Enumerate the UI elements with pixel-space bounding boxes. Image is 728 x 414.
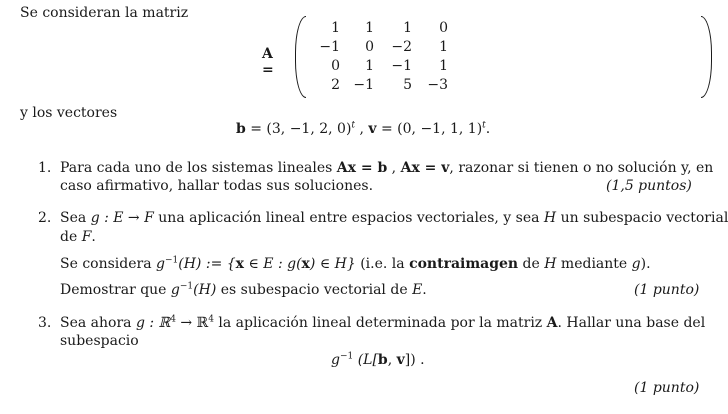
item-1-text-b: , razonar si tienen o no solución y, en (449, 160, 714, 176)
item-3-codomain: → ℝ (175, 315, 209, 331)
item-2-line2-text: de (60, 229, 82, 245)
item-3-text-c: . Hallar una base del (557, 315, 706, 331)
item-2-line4-sup: −1 (179, 281, 194, 292)
item-2-text-a: Sea (60, 210, 91, 226)
matrix-cell: 2 (331, 77, 340, 93)
item-2-line3-end: ). (640, 256, 651, 272)
item-3-formula-v: v (396, 352, 405, 368)
item-1-line1 (60, 160, 713, 176)
matrix-cell: 5 (403, 77, 412, 93)
item-3-formula-end: ]) . (404, 352, 425, 368)
matrix-cell: −2 (391, 39, 412, 55)
matrix-cell: 0 (365, 39, 374, 55)
matrix-cell: −1 (319, 39, 340, 55)
vector-v-name: v (368, 121, 377, 137)
matrix-cell: 1 (365, 20, 374, 36)
item-2-x2: x (301, 256, 310, 272)
item-3-line2: subespacio (60, 333, 139, 349)
item-1-equation-1: Ax = b (336, 160, 388, 176)
item-2-line2 (60, 229, 96, 245)
matrix-cell: 1 (331, 20, 340, 36)
matrix-cell: 0 (331, 58, 340, 74)
item-1-separator: , (387, 160, 401, 176)
item-3-formula-comma: , (387, 352, 397, 368)
vector-b-value: = (3, −1, 2, 0) (245, 121, 352, 137)
vector-end: . (485, 121, 491, 137)
item-2-line4 (60, 282, 427, 298)
item-2-line3-text-d: mediante (556, 256, 632, 272)
item-3-points: (1 punto) (634, 380, 700, 396)
item-2-line3-text-a: Se considera (60, 256, 157, 272)
item-2-set-close: ) ∈ H} (309, 256, 356, 272)
item-2-number: 2. (38, 210, 52, 226)
item-3-codomain-exp: 4 (208, 314, 214, 325)
item-2-text-b: una aplicación lineal entre espacios vectoriales, y sea (153, 210, 544, 226)
item-2-line4-end: . (422, 282, 427, 298)
item-2-E: E (412, 282, 423, 298)
left-parenthesis (295, 16, 306, 98)
item-3-formula-b: b (377, 352, 388, 368)
matrix-cell: −3 (427, 77, 448, 93)
item-3-formula-g: g (331, 352, 340, 368)
item-2-text-c: un subespacio vectorial (556, 210, 728, 226)
item-2-line3 (60, 256, 651, 272)
vectors-intro: y los vectores (20, 105, 118, 121)
matrix-cell: −1 (353, 77, 374, 93)
item-2-line3-text-b: (i.e. la (355, 256, 410, 272)
item-2-H2: H (544, 256, 557, 272)
item-3-number: 3. (38, 315, 52, 331)
item-3-formula-L: (L[ (353, 352, 378, 368)
item-3-A: A (546, 315, 558, 331)
item-1-text-a: Para cada uno de los sistemas lineales (60, 160, 337, 176)
matrix-cell: 1 (403, 20, 412, 36)
vector-b-transpose: t (351, 120, 356, 131)
item-1-points: (1,5 puntos) (606, 178, 692, 194)
item-2-line3-text-c: de (518, 256, 545, 272)
matrix-cell: 1 (439, 58, 448, 74)
vector-b-name: b (236, 121, 246, 137)
item-3-text-b: la aplicación lineal determinada por la matriz (213, 315, 547, 331)
right-parenthesis (701, 16, 712, 98)
item-2-set-mid: ∈ E : g( (244, 256, 302, 272)
item-2-inverse-sup: −1 (164, 255, 179, 266)
intro-text: Se consideran la matriz (20, 5, 189, 21)
matrix-cell: 1 (439, 39, 448, 55)
vector-separator: , (355, 121, 369, 137)
matrix-cell: 0 (439, 20, 448, 36)
vector-v-transpose: t (482, 120, 486, 131)
item-2-F: F (81, 229, 92, 245)
matrix-label: A = (262, 46, 274, 78)
item-2-line4-g: g (170, 282, 180, 298)
item-3-line1 (60, 315, 705, 331)
item-1-equation-2: Ax = v (400, 160, 450, 176)
item-2-x: x (235, 256, 245, 272)
item-3-formula (331, 352, 425, 368)
item-2-g: g (631, 256, 641, 272)
vectors-line (236, 121, 490, 137)
item-1-line2: caso afirmativo, hallar todas sus soluciones. (60, 178, 374, 194)
item-2-map: g : E → F (90, 210, 154, 226)
item-2-line4-text-a: Demostrar que (60, 282, 171, 298)
matrix-cell: 1 (365, 58, 374, 74)
matrix-grid (306, 19, 450, 95)
item-3-domain: g : ℝ (135, 315, 171, 331)
item-3-domain-exp: 4 (170, 314, 176, 325)
item-3-text-a: Sea ahora (60, 315, 136, 331)
item-2-line2-end: . (91, 229, 96, 245)
vector-v-value: = (0, −1, 1, 1) (376, 121, 483, 137)
item-2-line4-H: (H) (193, 282, 217, 298)
item-2-H: H (543, 210, 557, 226)
item-2-contraimagen: contraimagen (409, 256, 519, 272)
item-2-line1 (60, 210, 728, 226)
item-2-set-open: (H) := { (178, 256, 236, 272)
item-2-points: (1 punto) (634, 282, 700, 298)
item-1-number: 1. (38, 160, 52, 176)
item-2-line4-text-b: es subespacio vectorial de (216, 282, 413, 298)
item-3-formula-sup: −1 (339, 351, 354, 362)
matrix-cell: −1 (391, 58, 412, 74)
item-2-preimage-g: g (156, 256, 165, 272)
